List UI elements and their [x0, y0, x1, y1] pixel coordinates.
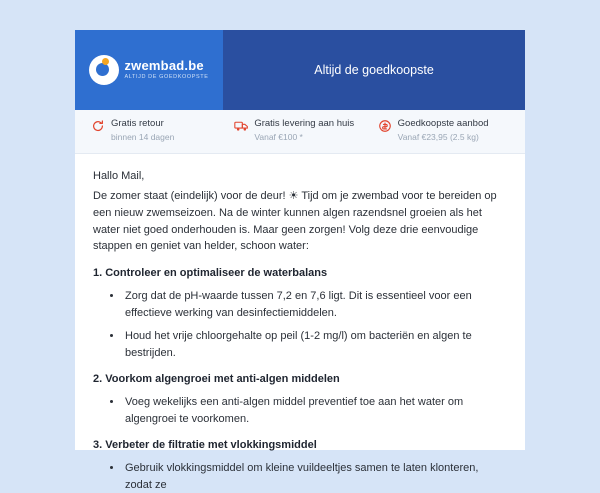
delivery-truck-icon [234, 119, 248, 133]
brand-logo-block[interactable] [75, 30, 223, 110]
header-tagline-text: Altijd de goedkoopste [314, 63, 434, 77]
usp-sub-delivery: Vanaf €100 * [254, 132, 303, 143]
return-arrow-icon [91, 119, 105, 133]
brand-inner [89, 55, 208, 85]
usp-sub-price: Vanaf €23,95 (2.5 kg) [397, 132, 479, 143]
step-title-2: 2. Voorkom algengroei met anti-algen middelen [93, 373, 340, 386]
zwembad-logo-icon [89, 55, 119, 85]
step-bullets-2 [93, 394, 507, 427]
header-tagline [223, 30, 525, 110]
greeting-text: Hallo Mail, [93, 170, 145, 183]
usp-item-price [372, 118, 515, 144]
price-tag-icon [378, 119, 392, 133]
list-item: • Houd het vrije chloorgehalte op peil (1-2 mg/l) om bacteriën en algen te bestrijden. [123, 328, 507, 361]
usp-text-return [111, 118, 174, 144]
list-item: • Gebruik vlokkingsmiddel om kleine vuildeeltjes samen te laten klonteren, zodat ze [123, 460, 507, 493]
usp-title-return: Gratis retour [111, 118, 164, 129]
usp-item-return [85, 118, 228, 144]
list-item: • Zorg dat de pH-waarde tussen 7,2 en 7,6 ligt. Dit is essentieel voor een effectieve werking van desinfectiemiddelen. [123, 288, 507, 321]
email-header [75, 30, 525, 110]
usp-bar [75, 110, 525, 154]
brand-slogan: ALTIJD DE GOEDKOOPSTE [124, 73, 209, 80]
email-content [75, 154, 525, 493]
step-title-3: 3. Verbeter de filtratie met vlokkingsmiddel [93, 439, 317, 452]
list-item: • Voeg wekelijks een anti-algen middel preventief toe aan het water om algengroei te voorkomen. [123, 394, 507, 427]
usp-text-delivery [254, 118, 354, 144]
usp-title-price: Goedkoopste aanbod [397, 118, 489, 129]
brand-wordmark [124, 59, 208, 80]
email-body-card [75, 30, 525, 491]
brand-name: zwembad.be [124, 58, 204, 74]
intro-paragraph: De zomer staat (eindelijk) voor de deur! ☀ Tijd om je zwembad voor te bereiden op een nieuw zwemseizoen. Na de winter kunnen algen razendsnel groeien als het water niet goed onderhouden is. Maar geen zorgen! Volg deze drie eenvoudige stappen en geniet van helder, schoon water: [93, 190, 497, 253]
step-bullets-1 [93, 288, 507, 361]
usp-item-delivery [228, 118, 371, 144]
usp-text-price [398, 118, 489, 144]
usp-title-delivery: Gratis levering aan huis [254, 118, 355, 129]
usp-sub-return: binnen 14 dagen [111, 132, 175, 143]
step-bullets-3 [93, 460, 507, 493]
step-title-1: 1. Controleer en optimaliseer de waterbalans [93, 267, 328, 280]
